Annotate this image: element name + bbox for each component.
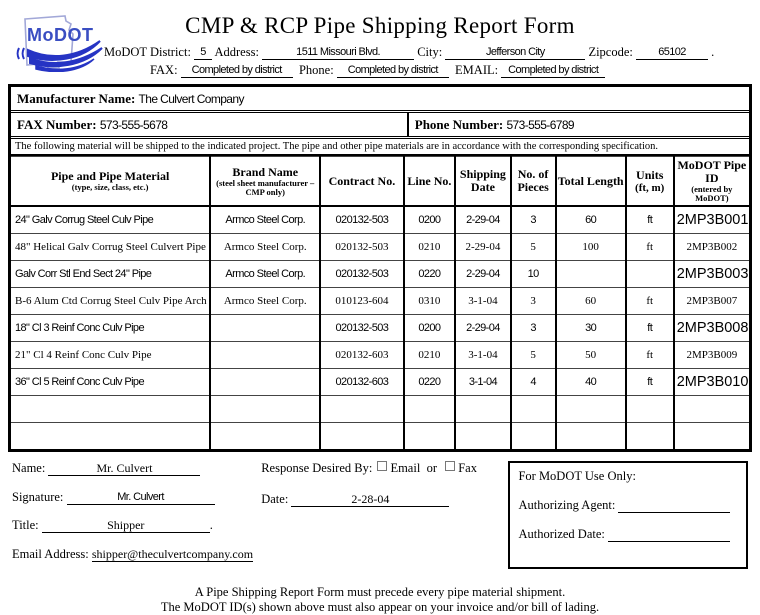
cell-brand-name[interactable] (210, 342, 320, 369)
address-field[interactable]: 1511 Missouri Blvd. (262, 45, 414, 60)
cell-units[interactable]: ft (626, 288, 674, 315)
cell-units[interactable]: ft (626, 369, 674, 396)
col-header-total-length: Total Length (556, 157, 626, 207)
cell-contract-no[interactable]: 020132-503 (320, 315, 403, 342)
email-address-label: Email Address: (12, 546, 89, 561)
form-main-box (8, 84, 752, 452)
cell-brand-name[interactable]: Armco Steel Corp. (210, 288, 320, 315)
cell-brand-name[interactable]: Armco Steel Corp. (210, 206, 320, 234)
col-header-pipe-material: Pipe and Pipe Material (type, size, class, etc.) (11, 157, 210, 207)
zipcode-field[interactable]: 65102 (636, 45, 708, 60)
cell-units[interactable] (626, 396, 674, 423)
signoff-left-column (12, 461, 261, 575)
cell-contract-no[interactable]: 020132-603 (320, 342, 403, 369)
cell-pipe-material[interactable]: 24" Galv Corrug Steel Culv Pipe (11, 206, 210, 234)
signature-label: Signature: (12, 489, 64, 504)
email-checkbox[interactable] (377, 461, 387, 471)
phone-number-cell (409, 113, 749, 136)
phone-field[interactable]: Completed by district (337, 63, 449, 78)
manufacturer-name-label: Manufacturer Name: (17, 91, 136, 106)
col-header-units: Units (ft, m) (626, 157, 674, 207)
district-field[interactable]: 5 (194, 45, 212, 60)
cell-pipe-material[interactable]: 36" Cl 5 Reinf Conc Culv Pipe (11, 369, 210, 396)
cell-total-length[interactable]: 60 (556, 288, 626, 315)
cell-modot-pipe-id[interactable] (674, 396, 749, 423)
title-field[interactable]: Shipper (42, 519, 210, 533)
cell-no-of-pieces[interactable]: 5 (511, 342, 556, 369)
cell-shipping-date[interactable]: 2-29-04 (455, 234, 510, 261)
cell-units[interactable] (626, 261, 674, 288)
footer-note (0, 585, 760, 615)
cell-line-no[interactable]: 0220 (404, 261, 456, 288)
cell-modot-pipe-id[interactable]: 2MP3B001 (674, 206, 749, 234)
col-header-brand-name: Brand Name (steel sheet manufacturer – CMP only) (210, 157, 320, 207)
signoff-middle-column (261, 461, 508, 575)
cell-modot-pipe-id[interactable]: 2MP3B007 (674, 288, 749, 315)
manufacturer-row (11, 87, 749, 113)
table-row-empty (11, 423, 749, 450)
cell-brand-name[interactable] (210, 315, 320, 342)
pipe-table-header (11, 157, 749, 207)
col-header-modot-pipe-id: MoDOT Pipe ID (entered by MoDOT) (674, 157, 749, 207)
cell-shipping-date[interactable]: 2-29-04 (455, 206, 510, 234)
cell-total-length[interactable] (556, 423, 626, 450)
email-address-field[interactable]: shipper@theculvertcompany.com (91, 546, 254, 561)
table-row (11, 234, 749, 261)
cell-no-of-pieces[interactable] (511, 423, 556, 450)
fax-number-field[interactable]: 573-555-5678 (99, 118, 168, 132)
cell-line-no[interactable]: 0200 (404, 206, 456, 234)
cell-pipe-material[interactable] (11, 396, 210, 423)
cell-contract-no[interactable]: 020132-503 (320, 234, 403, 261)
cell-line-no[interactable]: 0210 (404, 342, 456, 369)
cell-shipping-date[interactable] (455, 396, 510, 423)
cell-brand-name[interactable] (210, 423, 320, 450)
cell-line-no[interactable] (404, 423, 456, 450)
cell-shipping-date[interactable]: 3-1-04 (455, 369, 510, 396)
fax-number-cell (11, 113, 409, 136)
cell-total-length[interactable]: 60 (556, 206, 626, 234)
header-line-2 (150, 63, 754, 78)
cell-contract-no[interactable]: 020132-503 (320, 206, 403, 234)
cell-units[interactable]: ft (626, 206, 674, 234)
cell-total-length[interactable] (556, 261, 626, 288)
cell-no-of-pieces[interactable]: 3 (511, 315, 556, 342)
for-modot-use-box (508, 461, 748, 569)
cell-shipping-date[interactable]: 2-29-04 (455, 315, 510, 342)
city-field[interactable]: Jefferson City (445, 45, 585, 60)
name-label: Name: (12, 461, 46, 475)
modot-logo (12, 12, 108, 72)
city-label: City: (417, 45, 443, 59)
fax-checkbox[interactable] (445, 461, 455, 471)
title-label: Title: (12, 518, 39, 532)
cell-shipping-date[interactable] (455, 423, 510, 450)
cell-pipe-material[interactable]: 21" Cl 4 Reinf Conc Culv Pipe (11, 342, 210, 369)
pipe-table (11, 156, 749, 449)
cell-line-no[interactable]: 0200 (404, 315, 456, 342)
cell-pipe-material[interactable] (11, 423, 210, 450)
authorizing-agent-label: Authorizing Agent: (518, 498, 616, 512)
cell-modot-pipe-id[interactable]: 2MP3B008 (674, 315, 749, 342)
phone-label: Phone: (298, 63, 334, 77)
cell-line-no[interactable]: 0220 (404, 369, 456, 396)
cell-total-length[interactable] (556, 396, 626, 423)
table-row (11, 342, 749, 369)
name-field[interactable]: Mr. Culvert (48, 462, 200, 476)
cell-units[interactable]: ft (626, 234, 674, 261)
cell-total-length[interactable]: 50 (556, 342, 626, 369)
fax-phone-row (11, 113, 749, 139)
cell-pipe-material[interactable]: 48" Helical Galv Corrug Steel Culvert Pipe (11, 234, 210, 261)
phone-number-field[interactable]: 573-555-6789 (506, 118, 574, 132)
date-field[interactable]: 2-28-04 (291, 493, 449, 507)
cell-modot-pipe-id[interactable]: 2MP3B002 (674, 234, 749, 261)
footer-line-2: The MoDOT ID(s) shown above must also appear on your invoice and/or bill of lading. (160, 600, 600, 614)
cell-brand-name[interactable] (210, 369, 320, 396)
cell-contract-no[interactable] (320, 423, 403, 450)
footer-line-1: A Pipe Shipping Report Form must precede every pipe material shipment. (194, 585, 566, 599)
fax-option-label: Fax (458, 461, 477, 475)
cell-shipping-date[interactable]: 2-29-04 (455, 261, 510, 288)
fax-field[interactable]: Completed by district (181, 63, 293, 78)
cell-total-length[interactable]: 30 (556, 315, 626, 342)
table-row (11, 206, 749, 234)
cell-brand-name[interactable]: Armco Steel Corp. (210, 234, 320, 261)
cell-line-no[interactable]: 0210 (404, 234, 456, 261)
header-line-1 (104, 45, 754, 60)
modot-box-title: For MoDOT Use Only: (518, 469, 636, 483)
zipcode-label: Zipcode: (588, 45, 633, 59)
or-text: or (426, 461, 437, 475)
cell-no-of-pieces[interactable]: 3 (511, 206, 556, 234)
email-field[interactable]: Completed by district (501, 63, 605, 78)
email-label: EMAIL: (455, 63, 499, 77)
cell-total-length[interactable]: 40 (556, 369, 626, 396)
email-option-label: Email (390, 461, 421, 475)
modot-logo-text: MoDOT (27, 25, 94, 45)
date-label: Date: (261, 492, 289, 506)
cell-no-of-pieces[interactable]: 3 (511, 288, 556, 315)
phone-number-label: Phone Number: (414, 117, 504, 132)
table-row (11, 288, 749, 315)
cell-shipping-date[interactable]: 3-1-04 (455, 288, 510, 315)
manufacturer-name-field[interactable]: The Culvert Company (138, 92, 244, 106)
table-row (11, 261, 749, 288)
table-row-empty (11, 396, 749, 423)
signoff-section (12, 461, 750, 575)
cell-line-no[interactable] (404, 396, 456, 423)
authorized-date-label: Authorized Date: (518, 527, 605, 541)
fax-number-label: FAX Number: (17, 117, 97, 132)
fax-label: FAX: (150, 63, 178, 77)
cell-pipe-material[interactable]: 18" Cl 3 Reinf Conc Culv Pipe (11, 315, 210, 342)
cell-brand-name[interactable] (210, 396, 320, 423)
cell-units[interactable]: ft (626, 342, 674, 369)
signature-field[interactable]: Mr. Culvert (67, 490, 215, 505)
cell-contract-no[interactable]: 020132-603 (320, 369, 403, 396)
address-label: Address: (214, 45, 259, 59)
cell-no-of-pieces[interactable] (511, 396, 556, 423)
cell-no-of-pieces[interactable]: 10 (511, 261, 556, 288)
cell-no-of-pieces[interactable]: 4 (511, 369, 556, 396)
cell-pipe-material[interactable]: Galv Corr Stl End Sect 24" Pipe (11, 261, 210, 288)
cell-line-no[interactable]: 0310 (404, 288, 456, 315)
col-header-no-of-pieces: No. of Pieces (511, 157, 556, 207)
authorized-date-field[interactable] (608, 541, 730, 542)
table-row (11, 369, 749, 396)
specification-note: The following material will be shipped to the indicated project. The pipe and other pipe materials are in accordance with the corresponding specification. (11, 139, 749, 156)
page-title: CMP & RCP Pipe Shipping Report Form (185, 13, 575, 38)
response-desired-label: Response Desired By: (261, 461, 373, 475)
cell-pipe-material[interactable]: B-6 Alum Ctd Corrug Steel Culv Pipe Arch (11, 288, 210, 315)
cell-contract-no[interactable]: 020132-503 (320, 261, 403, 288)
col-header-contract-no: Contract No. (320, 157, 403, 207)
zipcode-suffix: . (711, 45, 715, 59)
district-label: MoDOT District: (104, 45, 191, 59)
title-suffix: . (209, 518, 213, 532)
cell-contract-no[interactable]: 010123-604 (320, 288, 403, 315)
cell-units[interactable] (626, 423, 674, 450)
cell-modot-pipe-id[interactable]: 2MP3B009 (674, 342, 749, 369)
cell-units[interactable]: ft (626, 315, 674, 342)
cell-shipping-date[interactable]: 3-1-04 (455, 342, 510, 369)
cell-modot-pipe-id[interactable] (674, 423, 749, 450)
col-header-line-no: Line No. (404, 157, 456, 207)
cell-modot-pipe-id[interactable]: 2MP3B010 (674, 369, 749, 396)
cell-brand-name[interactable]: Armco Steel Corp. (210, 261, 320, 288)
cell-contract-no[interactable] (320, 396, 403, 423)
cell-no-of-pieces[interactable]: 5 (511, 234, 556, 261)
col-header-shipping-date: Shipping Date (455, 157, 510, 207)
cell-total-length[interactable]: 100 (556, 234, 626, 261)
authorizing-agent-field[interactable] (618, 512, 730, 513)
cell-modot-pipe-id[interactable]: 2MP3B003 (674, 261, 749, 288)
table-row (11, 315, 749, 342)
